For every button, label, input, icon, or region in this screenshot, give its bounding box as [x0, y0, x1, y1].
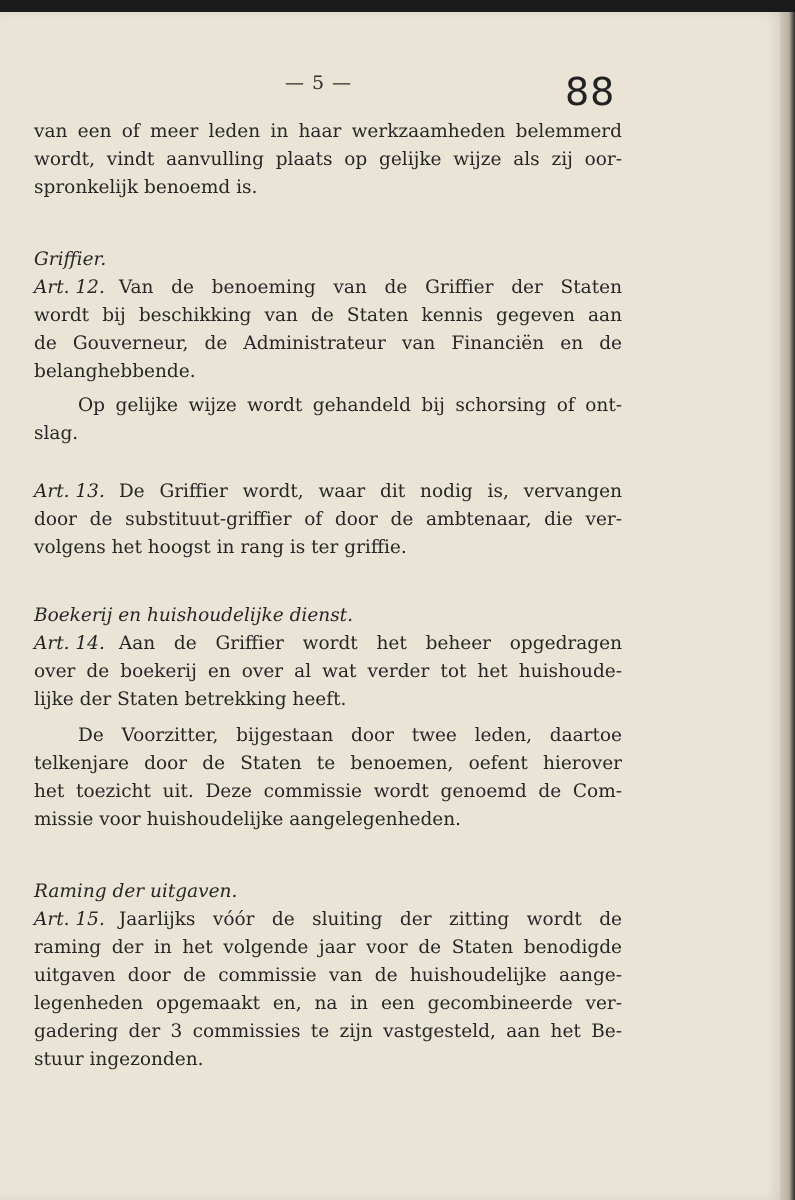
- section-heading-boekerij: Boekerij en huishoudelijke dienst.: [34, 605, 353, 626]
- article-number: Art. 13.: [34, 481, 105, 502]
- text-line: slag.: [34, 423, 79, 444]
- text-line: Art. 15. Jaarlijks vóór de sluiting der zitting wordt de: [34, 906, 622, 934]
- text-line: Art. 13. De Griffier wordt, waar dit nodig is, vervangen: [34, 478, 622, 506]
- article-number: Art. 14.: [34, 633, 105, 654]
- text-line: missie voor huishoudelijke aangelegenheden.: [34, 809, 462, 830]
- text-line: door de substituut-griffier of door de ambtenaar, die ver-: [34, 509, 622, 530]
- text-line: De Voorzitter, bijgestaan door twee leden, daartoe: [78, 725, 622, 746]
- text-line: wordt bij beschikking van de Staten kennis gegeven aan: [34, 305, 622, 326]
- text-line: wordt, vindt aanvulling plaats op gelijke wijze als zij oor-: [34, 149, 622, 170]
- article-number: Art. 12.: [34, 277, 105, 298]
- text-line: telkenjare door de Staten te benoemen, oefent hierover: [34, 753, 622, 774]
- page-edge: [780, 12, 795, 1200]
- text-line: de Gouverneur, de Administrateur van Financiën en de: [34, 333, 622, 354]
- text-line: legenheden opgemaakt en, na in een gecombineerde ver-: [34, 993, 622, 1014]
- text-line: raming der in het volgende jaar voor de Staten benodigde: [34, 937, 622, 958]
- document-body: [34, 118, 622, 1074]
- text-line: Op gelijke wijze wordt gehandeld bij schorsing of ont-: [78, 395, 622, 416]
- text-line: lijke der Staten betrekking heeft.: [34, 689, 347, 710]
- text-line: van een of meer leden in haar werkzaamheden belemmerd: [34, 121, 622, 142]
- text-line: over de boekerij en over al wat verder tot het huishoude-: [34, 661, 622, 682]
- article-number: Art. 15.: [34, 909, 105, 930]
- text-line: uitgaven door de commissie van de huishoudelijke aange-: [34, 965, 622, 986]
- folio-number: 88: [565, 70, 616, 114]
- text-line: gadering der 3 commissies te zijn vastgesteld, aan het Be-: [34, 1021, 622, 1042]
- text-line: het toezicht uit. Deze commissie wordt genoemd de Com-: [34, 781, 622, 802]
- text-line: stuur ingezonden.: [34, 1049, 204, 1070]
- text-line: volgens het hoogst in rang is ter griffie.: [34, 537, 407, 558]
- text-line: spronkelijk benoemd is.: [34, 177, 258, 198]
- page-number-label: — 5 —: [285, 72, 353, 94]
- text-line: belanghebbende.: [34, 361, 196, 382]
- text-line: Art. 12. Van de benoeming van de Griffier der Staten: [34, 274, 622, 302]
- section-heading-griffier: Griffier.: [34, 249, 107, 270]
- text-line: Art. 14. Aan de Griffier wordt het beheer opgedragen: [34, 630, 622, 658]
- section-heading-raming: Raming der uitgaven.: [34, 881, 238, 902]
